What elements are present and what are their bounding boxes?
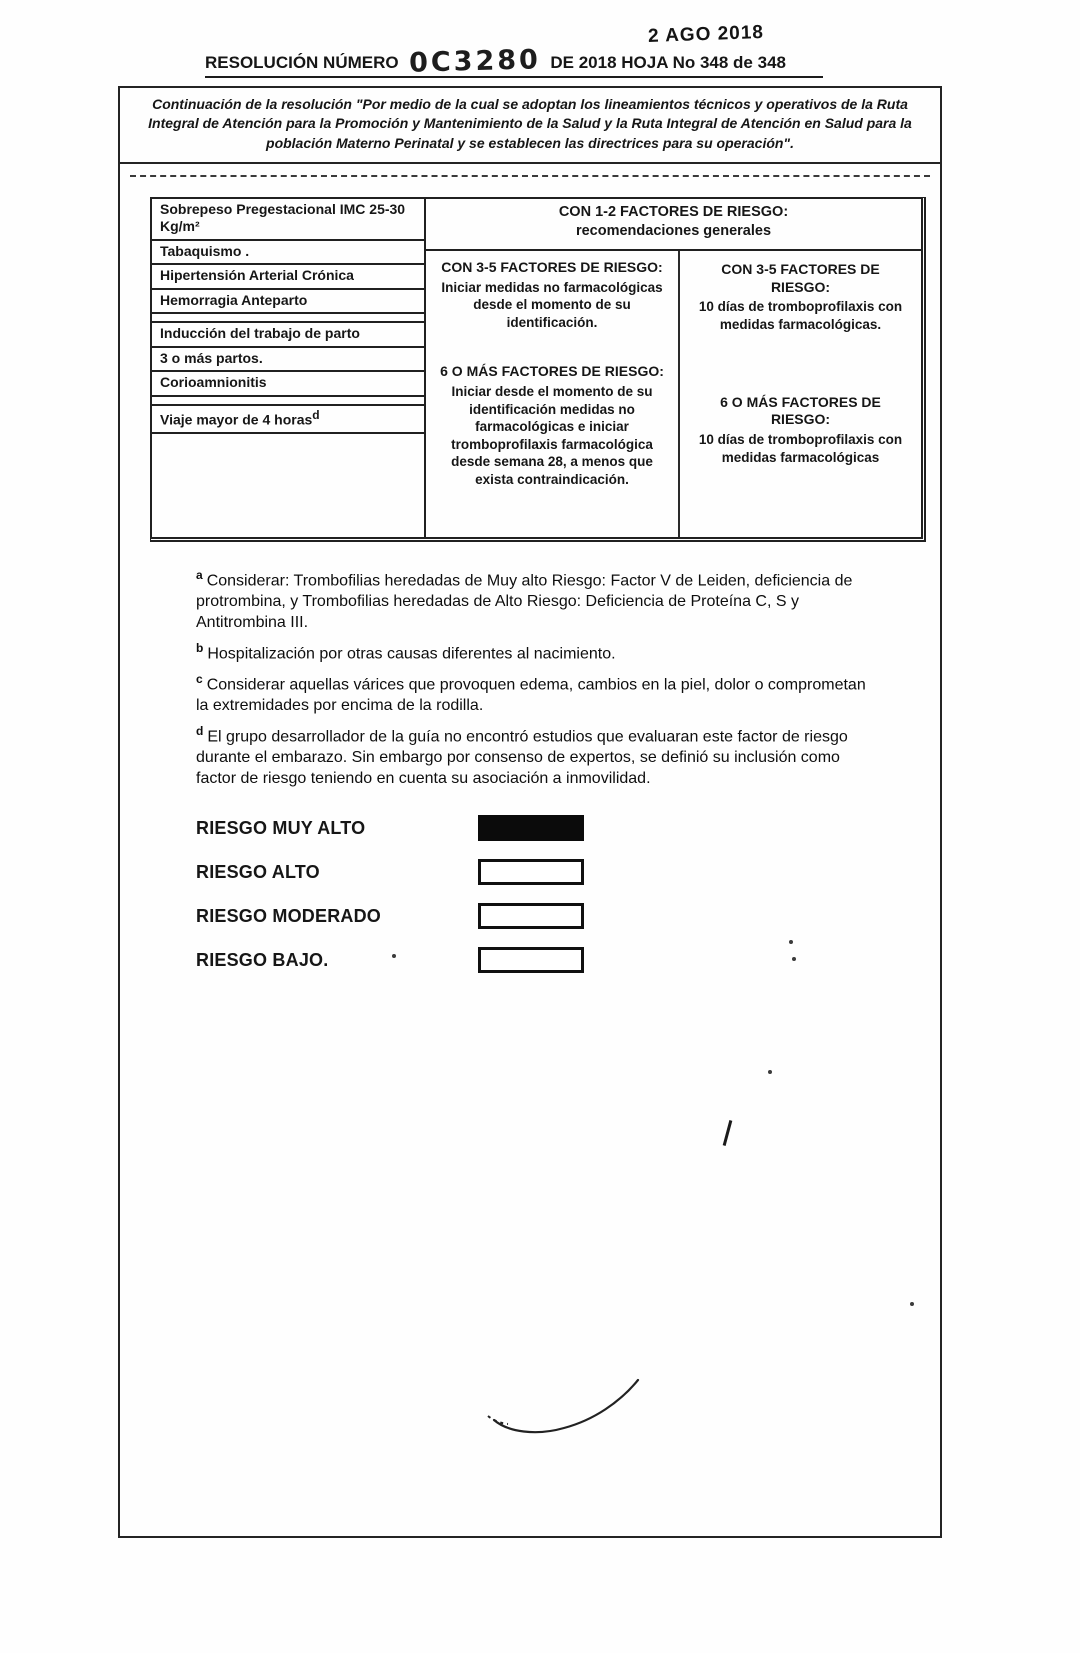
date-stamp: 2 AGO 2018 xyxy=(647,21,765,48)
document-header xyxy=(205,42,823,78)
risk-factor-table xyxy=(150,197,926,542)
cell-title: 6 O MÁS FACTORES DE RIESGO: xyxy=(720,393,881,428)
footnote-text: El grupo desarrollador de la guía no encontró estudios que evaluaran este factor de riesgo durante el embarazo. Sin embargo por consenso de expertos, se definió su inclusión como factor de riesgo teniendo en cuenta su asociación a inmovilidad. xyxy=(196,728,848,787)
cell-body: Iniciar desde el momento de su identificación medidas no farmacológicas e iniciar tromboprofilaxis farmacológica desde semana 28, a menos que exista contraindicación. xyxy=(451,384,653,487)
factor-text: Viaje mayor de 4 horas xyxy=(160,411,313,428)
legend-color-box xyxy=(478,947,584,973)
footnotes xyxy=(196,568,880,789)
factor-row xyxy=(152,199,424,241)
factor-row xyxy=(152,404,424,434)
risk-factor-list xyxy=(152,199,426,537)
risk-columns xyxy=(426,251,921,537)
scan-noise-dot xyxy=(792,957,796,961)
risk-cell-6plus-nonpharma xyxy=(438,363,666,488)
factor-row xyxy=(152,321,424,348)
factor-footnote-marker: d xyxy=(312,407,320,422)
scan-noise-dot xyxy=(392,954,396,958)
risk-header-line1: CON 1-2 FACTORES DE RIESGO: xyxy=(558,203,789,220)
footnote-text: Hospitalización por otras causas diferentes al nacimiento. xyxy=(207,644,616,662)
factor-text: Hipertensión Arterial Crónica xyxy=(160,267,354,284)
factor-row xyxy=(152,348,424,373)
cell-title: CON 3-5 FACTORES DE RIESGO: xyxy=(441,258,663,275)
cell-title: 6 O MÁS FACTORES DE RIESGO: xyxy=(440,363,664,380)
factor-text: Hemorragia Anteparto xyxy=(160,291,308,308)
resolution-number-stamp: 0C3280 xyxy=(408,44,541,79)
factor-text: Tabaquismo . xyxy=(160,242,250,259)
legend-color-box xyxy=(478,903,584,929)
footnote-d xyxy=(196,724,880,790)
legend-row-bajo xyxy=(196,945,940,975)
legend-color-box xyxy=(478,859,584,885)
footnote-text: Considerar: Trombofilias heredadas de Muy alto Riesgo: Factor V de Leiden, deficiencia de protrombina, y Trombofilias heredadas de Alto Riesgo: Deficiencia de Proteína C, S y Antitrombina III. xyxy=(196,572,853,631)
factor-row xyxy=(152,265,424,290)
legend-label: RIESGO MUY ALTO xyxy=(196,817,366,838)
footnote-b xyxy=(196,641,880,665)
legend-label: RIESGO ALTO xyxy=(196,861,320,882)
factor-text: Sobrepeso Pregestacional IMC 25-30 Kg/m² xyxy=(160,200,406,235)
risk-header-line2: recomendaciones generales xyxy=(575,222,772,239)
legend-color-box xyxy=(478,815,584,841)
risk-column-pharma xyxy=(680,251,921,537)
resolution-label: RESOLUCIÓN NÚMERO xyxy=(205,53,399,72)
footnote-text: Considerar aquellas várices que provoquen edema, cambios en la piel, dolor o comprometan la extremidades por encima de la rodilla. xyxy=(196,676,866,714)
footnote-c xyxy=(196,672,880,717)
cell-body: 10 días de tromboprofilaxis con medidas farmacológicas. xyxy=(698,299,903,332)
signature-mark xyxy=(486,1376,656,1438)
factor-text: Corioamnionitis xyxy=(160,374,267,391)
dashed-separator xyxy=(130,175,930,177)
risk-table-header xyxy=(426,199,921,251)
legend-row-moderado xyxy=(196,901,940,931)
factor-row xyxy=(152,372,424,397)
page-reference: DE 2018 HOJA No 348 de 348 xyxy=(550,53,786,72)
legend-row-alto xyxy=(196,857,940,887)
scan-noise-dot xyxy=(910,1302,914,1306)
risk-recommendations xyxy=(426,199,921,537)
legend-label: RIESGO MODERADO xyxy=(196,905,382,926)
continuation-box xyxy=(120,88,940,164)
risk-column-nonpharma xyxy=(426,251,680,537)
scan-noise-dot xyxy=(768,1070,772,1074)
cell-body: 10 días de tromboprofilaxis con medidas farmacológicas xyxy=(698,432,903,465)
footnote-marker: b xyxy=(196,640,204,655)
legend-row-muy-alto xyxy=(196,813,940,843)
page-frame xyxy=(118,86,942,1538)
legend-label: RIESGO BAJO. xyxy=(196,949,329,970)
risk-cell-3-5-nonpharma xyxy=(438,259,666,332)
risk-cell-3-5-pharma xyxy=(690,261,911,334)
footnote-marker: d xyxy=(196,723,204,738)
scan-noise-dot xyxy=(789,940,793,944)
continuation-text: Continuación de la resolución "Por medio de la cual se adoptan los lineamientos técnicos y operativos de la Ruta Integral de Atención para la Promoción y Mantenimiento de la Salud y la Ruta Integral de Atención en Salud para la población Materno Perinatal y se establecen las directrices para su operación". xyxy=(148,96,912,151)
risk-cell-6plus-pharma xyxy=(690,394,911,467)
footnote-marker: a xyxy=(196,567,203,582)
factor-text: 3 o más partos. xyxy=(160,349,263,366)
footnote-a xyxy=(196,568,880,634)
factor-row xyxy=(152,241,424,266)
cell-body: Iniciar medidas no farmacológicas desde el momento de su identificación. xyxy=(441,279,663,330)
factor-row xyxy=(152,290,424,315)
stray-pen-mark xyxy=(723,1120,733,1146)
cell-title: CON 3-5 FACTORES DE RIESGO: xyxy=(721,260,880,295)
risk-legend xyxy=(196,813,940,975)
footnote-marker: c xyxy=(196,671,203,686)
factor-text: Inducción del trabajo de parto xyxy=(160,325,360,342)
